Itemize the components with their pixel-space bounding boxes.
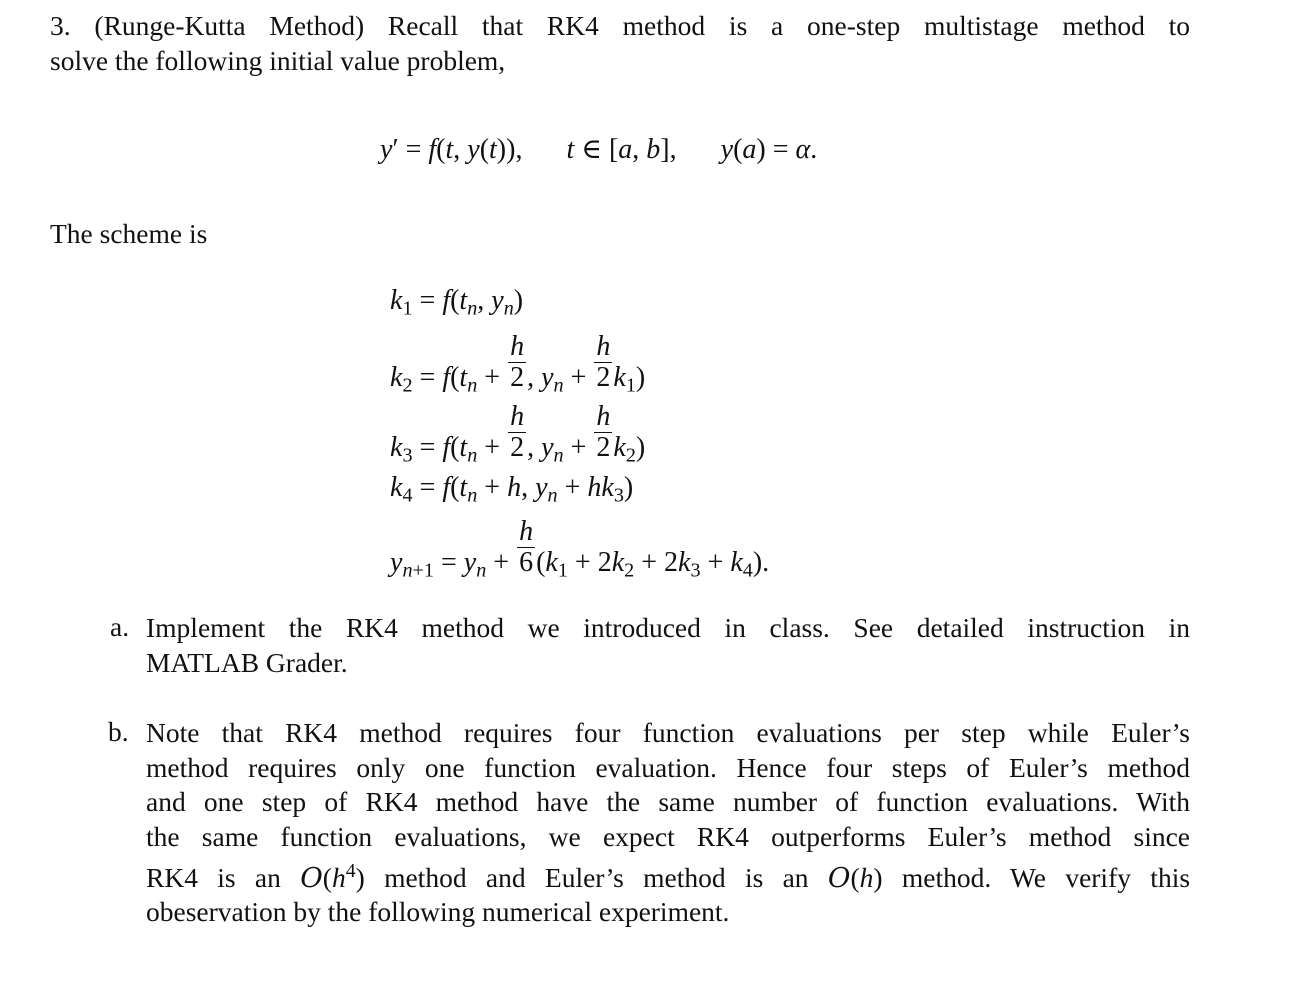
- item-b-line-6: obeservation by the following numerical experiment.: [146, 896, 730, 928]
- item-a-marker: a.: [110, 611, 130, 642]
- scheme-update: $y_{n+1} = y_n$ + $\frac{h}{6}$ $(k_1 + 2k_2 + 2k_3 + k_4)$.: [390, 516, 770, 582]
- scheme-k3: $k_3 = f(t_n$ + $\frac{h}{2}$ , $y_n$ + $\frac{h}{2}$ $k_2$): [390, 401, 646, 467]
- ivp-domain: t ∈ [a, b],: [566, 134, 677, 165]
- scheme-k4: $k_4 = f(t_n + h$, $y_n + hk_3$): [390, 472, 634, 507]
- scheme-k2: $k_2 = f(t_n$ + $\frac{h}{2}$ , $y_n$ + $\frac{h}{2}$ $k_1$): [390, 331, 646, 397]
- frac-h-over-2: $\frac{h}{2}$: [596, 401, 611, 463]
- ivp-equation: [380, 132, 817, 166]
- problem-intro: [50, 9, 1190, 78]
- item-a-line-1: Implement the RK4 method we introduced in class. See detailed instruction in: [146, 612, 1190, 643]
- problem-intro-text: Recall that RK4 method is a one-step multistage method to: [387, 10, 1190, 41]
- item-b-line-5: [146, 854, 1190, 895]
- problem-number: 3.: [50, 10, 71, 41]
- item-b-line-5-pre: RK4 is an: [146, 861, 281, 893]
- frac-h-over-2: $\frac{h}{2}$: [510, 401, 525, 463]
- frac-h-over-2: $\frac{h}{2}$: [510, 331, 525, 393]
- item-b-line-1: Note that RK4 method requires four function evaluations per step while Euler’s: [146, 717, 1190, 748]
- equation-text-equivalents: [0, 0, 1, 1]
- item-b-line-3: and one step of RK4 method have the same number of function evaluations. With: [146, 786, 1190, 817]
- problem-title: (Runge-Kutta Method): [94, 10, 365, 41]
- frac-h-over-2: $\frac{h}{2}$: [596, 331, 611, 393]
- big-o-h: O(h): [827, 861, 883, 894]
- item-a-line-2: MATLAB Grader.: [146, 646, 348, 678]
- scheme-k1: $k_1 = f(t_n$, $y_n$): [390, 285, 524, 320]
- item-b-marker: b.: [108, 716, 129, 747]
- item-b-line-2: method requires only one function evaluation. Hence four steps of Euler’s method: [146, 751, 1190, 783]
- ivp-ode: y′ = f(t, y(t)),: [380, 134, 523, 165]
- problem-intro-line-1: [50, 9, 1190, 44]
- item-b-line-5-post: method. We verify this: [901, 861, 1191, 893]
- scheme-label: The scheme is: [50, 218, 208, 249]
- big-o-h4: $O(h^4)$: [300, 860, 365, 894]
- item-b-text: [146, 716, 1190, 930]
- item-b-line-4: the same function evaluations, we expect RK4 outperforms Euler’s method since: [146, 820, 1190, 852]
- ivp-initial: y(a) = α.: [720, 134, 818, 165]
- problem-intro-line-2: solve the following initial value problem,: [50, 44, 506, 76]
- item-a-text: [146, 611, 1190, 680]
- item-b-line-5-mid: method and Euler’s method is an: [384, 861, 809, 893]
- frac-h-over-6: $\frac{h}{6}$: [519, 516, 534, 578]
